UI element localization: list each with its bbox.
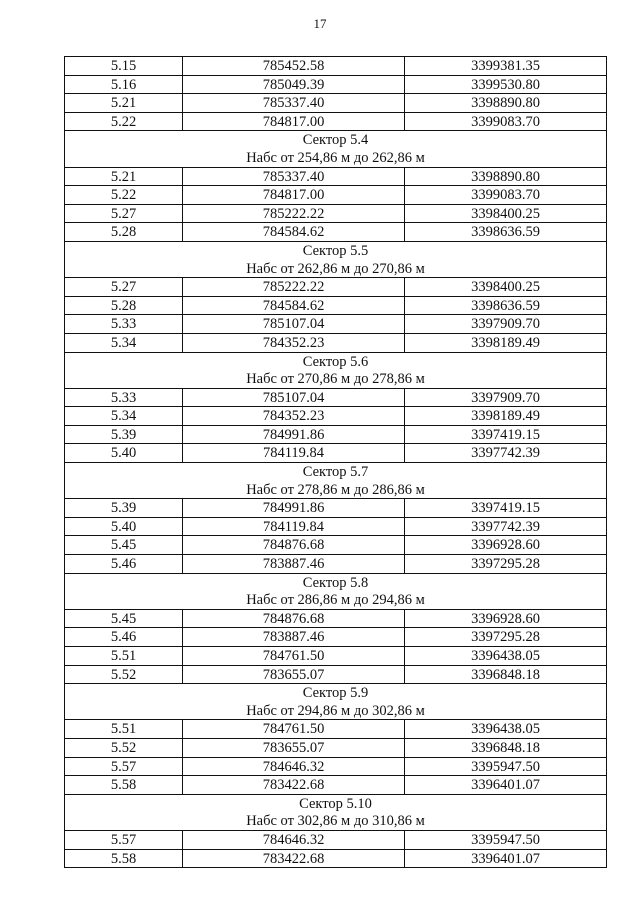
x-coordinate-cell: 783422.68: [183, 849, 405, 868]
sector-title-row: [65, 131, 607, 149]
table-row: [65, 407, 607, 426]
x-coordinate-cell: 784761.50: [183, 647, 405, 666]
sector-height-range-row: [65, 260, 607, 278]
point-cell: 5.51: [65, 647, 183, 666]
point-cell: 5.52: [65, 738, 183, 757]
y-coordinate-cell: 3399381.35: [405, 57, 607, 76]
sector-height-range-row: [65, 591, 607, 609]
sector-height-range-row: [65, 812, 607, 830]
point-cell: 5.21: [65, 94, 183, 113]
table-row: [65, 223, 607, 242]
y-coordinate-cell: 3397742.39: [405, 444, 607, 463]
point-cell: 5.40: [65, 517, 183, 536]
sector-height-range: Набс от 270,86 м до 278,86 м: [65, 370, 607, 388]
table-row: [65, 830, 607, 849]
y-coordinate-cell: 3397742.39: [405, 517, 607, 536]
x-coordinate-cell: 784761.50: [183, 720, 405, 739]
y-coordinate-cell: 3396438.05: [405, 647, 607, 666]
sector-height-range: Набс от 294,86 м до 302,86 м: [65, 702, 607, 720]
sector-title: Сектор 5.9: [65, 684, 607, 702]
sector-height-range-row: [65, 149, 607, 167]
table-row: [65, 186, 607, 205]
point-cell: 5.58: [65, 849, 183, 868]
y-coordinate-cell: 3395947.50: [405, 830, 607, 849]
y-coordinate-cell: 3397295.28: [405, 628, 607, 647]
x-coordinate-cell: 785107.04: [183, 388, 405, 407]
y-coordinate-cell: 3397295.28: [405, 555, 607, 574]
table-row: [65, 167, 607, 186]
point-cell: 5.16: [65, 75, 183, 94]
table-row: [65, 296, 607, 315]
table-row: [65, 94, 607, 113]
y-coordinate-cell: 3398890.80: [405, 94, 607, 113]
sector-title-row: [65, 573, 607, 591]
x-coordinate-cell: 784876.68: [183, 609, 405, 628]
table-row: [65, 628, 607, 647]
y-coordinate-cell: 3396848.18: [405, 665, 607, 684]
sector-title-row: [65, 241, 607, 259]
x-coordinate-cell: 783655.07: [183, 738, 405, 757]
x-coordinate-cell: 785337.40: [183, 167, 405, 186]
y-coordinate-cell: 3396401.07: [405, 776, 607, 795]
point-cell: 5.27: [65, 204, 183, 223]
table-row: [65, 536, 607, 555]
x-coordinate-cell: 784119.84: [183, 444, 405, 463]
x-coordinate-cell: 785049.39: [183, 75, 405, 94]
x-coordinate-cell: 785107.04: [183, 315, 405, 334]
point-cell: 5.45: [65, 536, 183, 555]
table-row: [65, 665, 607, 684]
sector-height-range: Набс от 286,86 м до 294,86 м: [65, 591, 607, 609]
table-row: [65, 776, 607, 795]
y-coordinate-cell: 3399530.80: [405, 75, 607, 94]
point-cell: 5.46: [65, 628, 183, 647]
sector-height-range: Набс от 302,86 м до 310,86 м: [65, 812, 607, 830]
sector-height-range-row: [65, 370, 607, 388]
table-row: [65, 57, 607, 76]
x-coordinate-cell: 784817.00: [183, 112, 405, 131]
point-cell: 5.28: [65, 223, 183, 242]
point-cell: 5.21: [65, 167, 183, 186]
x-coordinate-cell: 783422.68: [183, 776, 405, 795]
x-coordinate-cell: 785452.58: [183, 57, 405, 76]
x-coordinate-cell: 784646.32: [183, 830, 405, 849]
point-cell: 5.15: [65, 57, 183, 76]
point-cell: 5.33: [65, 315, 183, 334]
point-cell: 5.39: [65, 425, 183, 444]
y-coordinate-cell: 3398400.25: [405, 278, 607, 297]
table-row: [65, 388, 607, 407]
y-coordinate-cell: 3399083.70: [405, 186, 607, 205]
y-coordinate-cell: 3396928.60: [405, 536, 607, 555]
point-cell: 5.51: [65, 720, 183, 739]
table-row: [65, 204, 607, 223]
sector-title-row: [65, 463, 607, 481]
sector-height-range-row: [65, 702, 607, 720]
x-coordinate-cell: 784817.00: [183, 186, 405, 205]
y-coordinate-cell: 3396928.60: [405, 609, 607, 628]
point-cell: 5.34: [65, 407, 183, 426]
sector-title: Сектор 5.5: [65, 241, 607, 259]
sector-title: Сектор 5.10: [65, 794, 607, 812]
point-cell: 5.52: [65, 665, 183, 684]
point-cell: 5.40: [65, 444, 183, 463]
x-coordinate-cell: 784876.68: [183, 536, 405, 555]
point-cell: 5.22: [65, 112, 183, 131]
y-coordinate-cell: 3398400.25: [405, 204, 607, 223]
x-coordinate-cell: 784584.62: [183, 296, 405, 315]
sector-title: Сектор 5.8: [65, 573, 607, 591]
x-coordinate-cell: 784991.86: [183, 499, 405, 518]
sector-title: Сектор 5.4: [65, 131, 607, 149]
x-coordinate-cell: 784584.62: [183, 223, 405, 242]
table-row: [65, 609, 607, 628]
table-row: [65, 75, 607, 94]
x-coordinate-cell: 784352.23: [183, 407, 405, 426]
x-coordinate-cell: 784119.84: [183, 517, 405, 536]
table-row: [65, 757, 607, 776]
x-coordinate-cell: 783887.46: [183, 555, 405, 574]
y-coordinate-cell: 3398189.49: [405, 333, 607, 352]
point-cell: 5.57: [65, 830, 183, 849]
y-coordinate-cell: 3395947.50: [405, 757, 607, 776]
y-coordinate-cell: 3398636.59: [405, 296, 607, 315]
sector-height-range: Набс от 262,86 м до 270,86 м: [65, 260, 607, 278]
y-coordinate-cell: 3397419.15: [405, 499, 607, 518]
table-row: [65, 720, 607, 739]
x-coordinate-cell: 784646.32: [183, 757, 405, 776]
sector-title-row: [65, 794, 607, 812]
sector-title: Сектор 5.7: [65, 463, 607, 481]
y-coordinate-cell: 3398890.80: [405, 167, 607, 186]
y-coordinate-cell: 3398189.49: [405, 407, 607, 426]
table-row: [65, 315, 607, 334]
point-cell: 5.33: [65, 388, 183, 407]
table-row: [65, 849, 607, 868]
sector-title-row: [65, 352, 607, 370]
sector-height-range: Набс от 278,86 м до 286,86 м: [65, 481, 607, 499]
y-coordinate-cell: 3397909.70: [405, 315, 607, 334]
y-coordinate-cell: 3398636.59: [405, 223, 607, 242]
x-coordinate-cell: 783655.07: [183, 665, 405, 684]
table-row: [65, 517, 607, 536]
y-coordinate-cell: 3396401.07: [405, 849, 607, 868]
sector-height-range-row: [65, 481, 607, 499]
x-coordinate-cell: 784352.23: [183, 333, 405, 352]
table-row: [65, 555, 607, 574]
table-row: [65, 278, 607, 297]
point-cell: 5.28: [65, 296, 183, 315]
y-coordinate-cell: 3399083.70: [405, 112, 607, 131]
sector-title-row: [65, 684, 607, 702]
x-coordinate-cell: 784991.86: [183, 425, 405, 444]
point-cell: 5.27: [65, 278, 183, 297]
coordinates-table-body: [65, 57, 607, 868]
point-cell: 5.45: [65, 609, 183, 628]
point-cell: 5.39: [65, 499, 183, 518]
y-coordinate-cell: 3397419.15: [405, 425, 607, 444]
table-row: [65, 647, 607, 666]
table-row: [65, 444, 607, 463]
x-coordinate-cell: 783887.46: [183, 628, 405, 647]
table-row: [65, 333, 607, 352]
table-row: [65, 738, 607, 757]
point-cell: 5.46: [65, 555, 183, 574]
x-coordinate-cell: 785222.22: [183, 204, 405, 223]
point-cell: 5.58: [65, 776, 183, 795]
point-cell: 5.22: [65, 186, 183, 205]
y-coordinate-cell: 3397909.70: [405, 388, 607, 407]
table-row: [65, 112, 607, 131]
point-cell: 5.34: [65, 333, 183, 352]
table-row: [65, 499, 607, 518]
sector-title: Сектор 5.6: [65, 352, 607, 370]
sector-height-range: Набс от 254,86 м до 262,86 м: [65, 149, 607, 167]
coordinates-table: [64, 56, 607, 868]
table-row: [65, 425, 607, 444]
point-cell: 5.57: [65, 757, 183, 776]
x-coordinate-cell: 785222.22: [183, 278, 405, 297]
x-coordinate-cell: 785337.40: [183, 94, 405, 113]
page-number: 17: [313, 16, 327, 31]
y-coordinate-cell: 3396848.18: [405, 738, 607, 757]
y-coordinate-cell: 3396438.05: [405, 720, 607, 739]
